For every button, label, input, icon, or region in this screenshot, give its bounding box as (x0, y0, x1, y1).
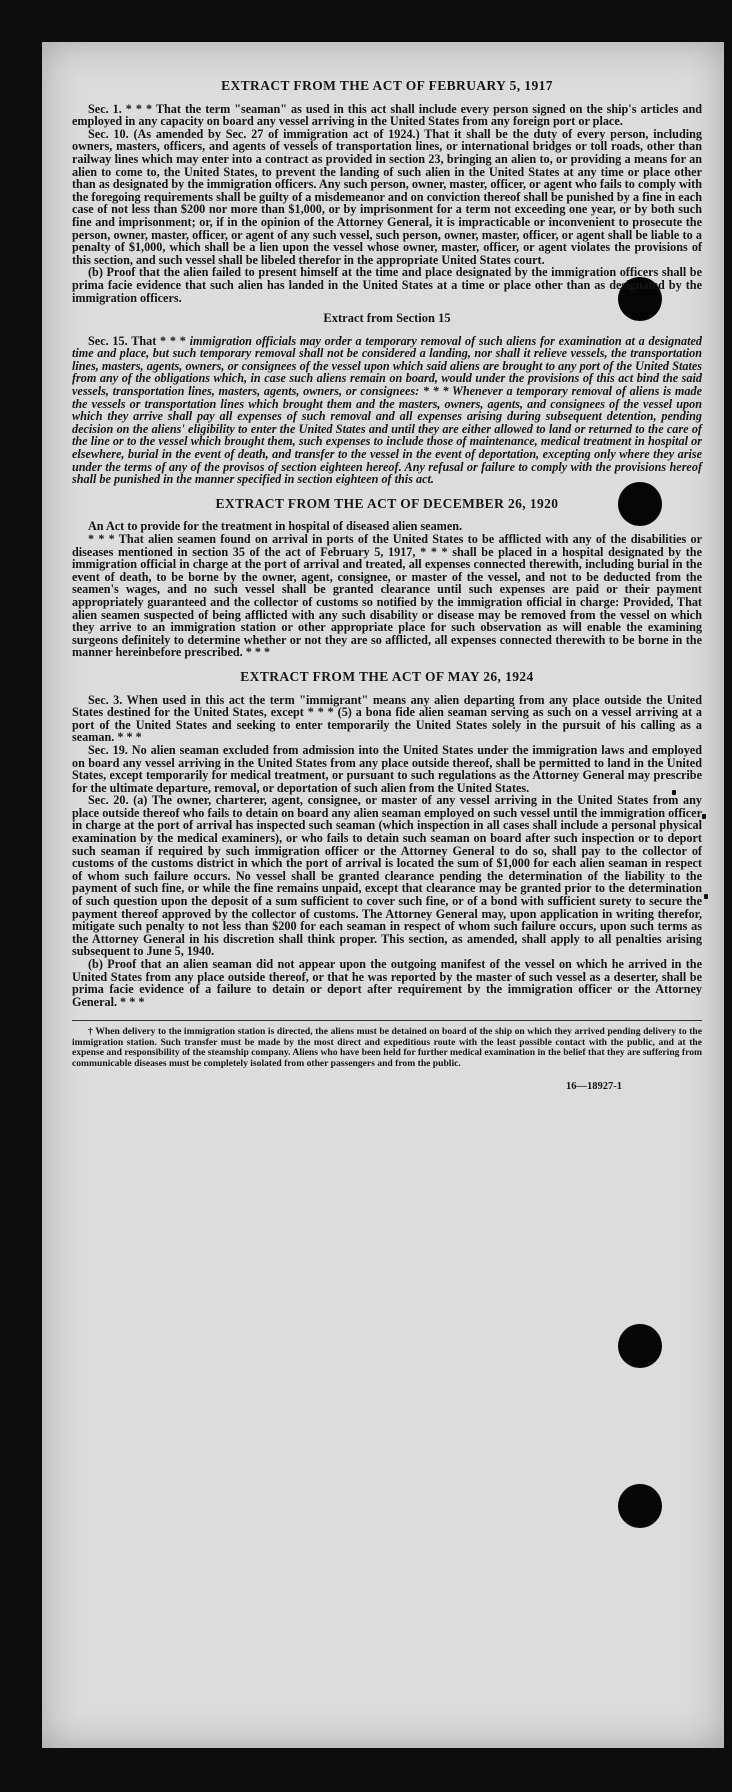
footnote-text: † When delivery to the immigration station is directed, the aliens must be detained on board of the ship on which they arrived pending delivery to the immigration station. Such transfer must be made by the most direct and expeditious route with the least possible contact with the public, and at the expense and responsibility of the steamship company. Aliens who have been held for further medical examination in the belief that they are suffering from communicable diseases must be completely isolated from other passengers and from the public. (72, 1026, 702, 1069)
document-text (72, 80, 702, 1094)
punch-hole (618, 1484, 662, 1528)
heading-act-1917: EXTRACT FROM THE ACT OF FEBRUARY 5, 1917 (221, 78, 553, 93)
section-20-a: Sec. 20. (a) The owner, charterer, agent, consignee, or master of any vessel arriving in the United States from any place outside thereof who fails to detain on board any alien seaman employed on such vessel until the immigration officer in charge at the port of arrival has inspected such seaman (which inspection in all cases shall include a personal physical examination by the medical examiners), or who fails to detain such seaman on board after such inspection or to deport such seaman if required by such immigration officer or the Attorney General to do so, shall pay to the collector of customs of the customs district in which the port of arrival is located the sum of $1,000 for each alien seaman in respect of whom such failure occurs. No vessel shall be granted clearance pending the determination of the liability to the payment of such fine, or while the fine remains unpaid, except that clearance may be granted prior to the determination of such question upon the deposit of a sum sufficient to cover such fine, or of a bond with sufficient surety to secure the payment thereof approved by the collector of customs. The Attorney General may, upon application in writing therefor, mitigate such penalty to not less than $200 for each seaman in respect of whom such failure occurs, upon such terms as the Attorney General in his discretion shall think proper. This section, as amended, shall apply to all penalties arising subsequent to June 5, 1940. (72, 793, 702, 959)
heading-act-1924: EXTRACT FROM THE ACT OF MAY 26, 1924 (240, 668, 534, 684)
section-19: Sec. 19. No alien seaman excluded from admission into the United States under the immigration laws and employed on board any vessel arriving in the United States from any place outside thereof, shall be permitted to land in the United States, except temporarily for medical treatment, or pursuant to such regulations as the Attorney General may prescribe for the ultimate departure, removal, or deportation of such alien from the United States. (72, 742, 702, 795)
section-3: Sec. 3. When used in this act the term "immigrant" means any alien departing from any place outside the United States destined for the United States, except * * * (5) a bona fide alien seaman serving as such on a vessel arriving at a port of the United States and seeking to enter temporarily the United States solely in the pursuit of his calling as a seaman. * * * (72, 692, 702, 745)
margin-mark (702, 814, 706, 819)
section-20-b: (b) Proof that an alien seaman did not appear upon the outgoing manifest of the vessel on which he arrived in the United States from any place outside thereof, or that he was reported by the master of such vessel as a deserter, shall be prima facie evidence of a failure to detain or deport after requirement by the immigration officer or the Attorney General. * * * (72, 957, 702, 1009)
section-10-b: (b) Proof that the alien failed to present himself at the time and place designated by the immigration officers shall be prima facie evidence that such alien has landed in the United States at a time or place other than as designated by the immigration officers. (72, 265, 702, 305)
margin-mark (704, 894, 708, 899)
section-10: Sec. 10. (As amended by Sec. 27 of immigration act of 1924.) That it shall be the duty of every person, including owners, masters, officers, and agents of vessels of transportation lines, or international bridges or toll roads, other than railway lines which may enter into a contract as provided in section 23, bringing an alien to, or providing a means for an alien to come to, the United States, to prevent the landing of such alien in the United States at any time or place other than as designated by the immigration officers. Any such person, owner, master, officer, or agent who fails to comply with the foregoing requirements shall be guilty of a misdemeanor and on conviction thereof shall be punished by a fine in each case of not less than $200 nor more than $1,000, or by imprisonment for a term not exceeding one year, or by both such fine and imprisonment; or, if in the opinion of the Attorney General, it is impracticable or inconvenient to prosecute the person, owner, master, officer, or agent of any such vessel, such person, owner, master, officer, or agent shall be liable to a penalty of $1,000, which shall be a lien upon the vessel whose owner, master, officer, or agent violates the provisions of this section, and such vessel shall be libeled therefor in the appropriate United States court. (72, 126, 702, 267)
act-1920-body: * * * That alien seamen found on arrival in ports of the United States to be afflicted with any of the disabilities or diseases mentioned in section 35 of the act of February 5, 1917, * * * shall be placed in a hospital designated by the immigration official in charge at the port of arrival and treated, all expenses connected therewith, including burial in the event of death, to be borne by the owner, agent, consignee, or master of the vessel, and not to be deducted from the seamen's wages, and no such vessel shall be granted clearance until such expenses are paid or their payment appropriately guaranteed and the collector of customs so notified by the immigration official in charge: Provided, That alien seamen suspected of being afflicted with any such disability or disease may be removed from the vessel on which they arrive to an immigration station or other appropriate place for such observation as will enable the examining surgeons definitely to determine whether or not they are so afflicted, all expenses connected therewith to be borne in the manner hereinbefore prescribed. * * * (72, 532, 702, 660)
heading-section-15: Extract from Section 15 (323, 311, 451, 326)
document-page (42, 42, 724, 1748)
section-15-body: immigration officials may order a temporary removal of such aliens for examination at a designated time and place, but such temporary removal shall not be considered a landing, nor shall it relieve vessels, the transportation lines, masters, agents, owners, or consignees of the vessel upon which said aliens are brought to any port of the United States from any of the obligations which, in case such aliens remain on board, would under the provisions of this act bind the said vessels, transportation lines, masters, agents, owners, or consignees: * * * Whenever a temporary removal of aliens is made the vessels or transportation lines which brought them and the masters, owners, agents, and consignees of the vessel upon which they arrive shall pay all expenses of such removal and all expenses arising during subsequent detention, pending decision on the aliens' eligibility to enter the United States and until they are either allowed to land or returned to the care of the line or to the vessel which brought them, such expenses to include those of maintenance, medical treatment in hospital or elsewhere, burial in the event of death, and transfer to the vessel in the event of deportation, excepting only where they arise under the terms of any of the provisos of section eighteen hereof. Any refusal or failure to comply with the provisions hereof shall be punished in the manner specified in section eighteen of this act. (72, 333, 703, 487)
section-1: Sec. 1. * * * That the term "seaman" as used in this act shall include every person signed on the ship's articles and employed in any capacity on board any vessel arriving in the United States from any foreign port or place. (72, 101, 702, 129)
act-1920-title: An Act to provide for the treatment in hospital of diseased alien seamen. (88, 519, 463, 534)
form-number: 16—18927-1 (566, 1081, 622, 1092)
punch-hole (618, 1324, 662, 1368)
section-15-lead: Sec. 15. That * * * (88, 333, 186, 348)
footnote (72, 1020, 702, 1069)
heading-act-1920: EXTRACT FROM THE ACT OF DECEMBER 26, 1920 (215, 495, 559, 511)
section-15 (72, 335, 702, 486)
